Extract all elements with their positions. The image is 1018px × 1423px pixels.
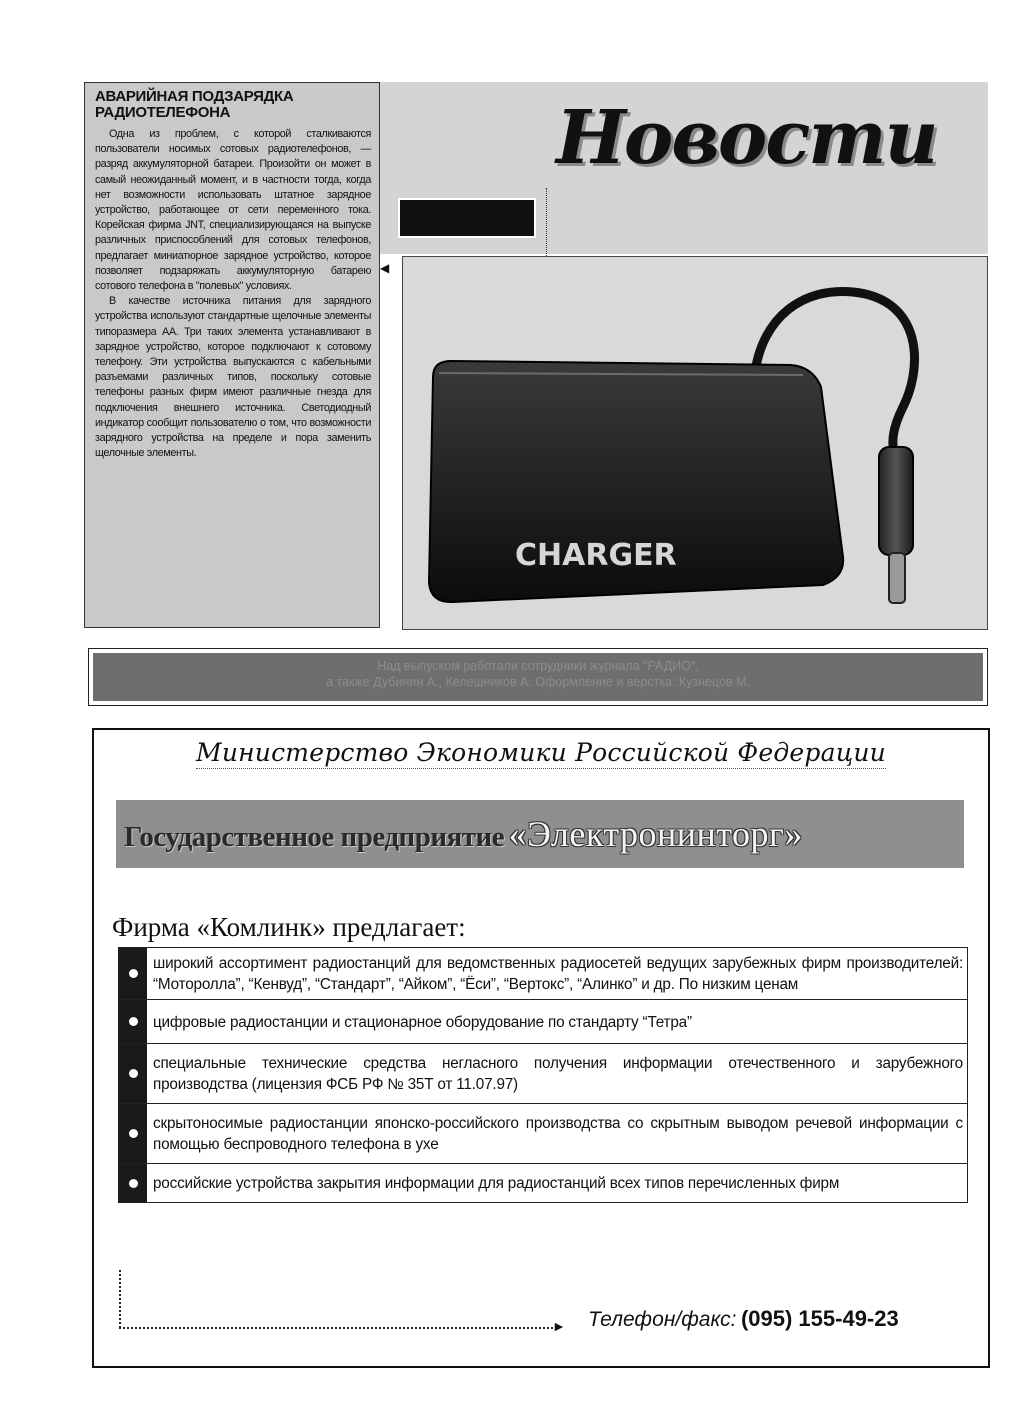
dotted-connector xyxy=(119,1327,553,1329)
list-item xyxy=(118,1164,968,1203)
list-item xyxy=(118,1104,968,1164)
ministry-text: Министерство Экономики Российской Федерации xyxy=(196,738,886,767)
firm-offer-title: Фирма «Комлинк» предлагает: xyxy=(112,912,466,942)
contact-info xyxy=(588,1306,899,1332)
bullet-icon xyxy=(119,1000,147,1043)
credits-inner xyxy=(93,653,983,701)
arrow-right-icon: ► xyxy=(552,1318,566,1334)
bullet-icon xyxy=(119,1104,147,1163)
news-article xyxy=(84,82,380,628)
enterprise-name: «Электронинторг» xyxy=(508,814,803,854)
list-item xyxy=(118,1000,968,1044)
contact-phone: (095) 155-49-23 xyxy=(740,1306,899,1331)
charger-photo xyxy=(402,256,988,630)
news-block xyxy=(84,82,988,630)
advertisement xyxy=(92,728,990,1368)
article-body xyxy=(95,127,371,461)
credits-line: а также Дубинин А., Келешников А. Оформление и верстка: Кузнецов М. xyxy=(325,675,751,689)
article-paragraph: В качестве источника питания для зарядного устройства используют стандартные щелочные элементы типоразмера АА. Три таких элемента устанавливают в зарядное устройство, которое подключают к сотовому телефону. Эти устройства выпускаются с кабельными разъемами различных типов, поскольку сотовые телефоны разных фирм имеют различные гнезда для подключения внешнего источника. Светодиодный индикатор сообщит пользователю о том, что возможности зарядного устройства на пределе и пора заменить щелочные элементы. xyxy=(95,295,371,460)
bullet-icon xyxy=(119,948,147,999)
arrow-left-icon: ◀ xyxy=(380,261,390,275)
article-paragraph: Одна из проблем, с которой сталкиваются пользователи носимых сотовых радиотелефонов, — разряд аккумуляторной батареи. Произойти он может в самый неожиданный момент, и в частности тогда, когда нет возможности использовать штатное зарядное устройство, работающее от сети переменного тока. Корейская фирма JNT, специализирующаяся на выпуске различных приспособлений для сотовых телефонов, предлагает миниатюрное зарядное устройство, которое позволяет подзаряжать аккумуляторную батарею сотового телефона в "полевых" условиях. xyxy=(95,128,371,293)
enterprise-prefix: Государственное предприятие xyxy=(124,821,505,853)
news-heading: Новости xyxy=(556,95,937,181)
ministry-title xyxy=(94,738,988,767)
enterprise-banner xyxy=(116,800,964,868)
list-item-text: широкий ассортимент радиостанций для ведомственных радиосетей ведущих зарубежных фирм производителей: “Моторолла”, “Кенвуд”, “Стандарт”, “Айком”, “Ёси”, “Вертокс”, “Алинко” и др. По низким ценам xyxy=(153,955,963,993)
bullet-icon xyxy=(119,1164,147,1202)
list-item xyxy=(118,1044,968,1104)
charger-label: CHARGER xyxy=(515,538,677,573)
list-item-text: российские устройства закрытия информации для радиостанций всех типов перечисленных фирм xyxy=(153,1175,840,1192)
bullet-icon xyxy=(119,1044,147,1103)
list-item xyxy=(118,947,968,1000)
offer-list xyxy=(118,947,968,1203)
contact-label: Телефон/факс: xyxy=(588,1308,737,1331)
list-item-text: специальные технические средства негласного получения информации отечественного и зарубежного производства (лицензия ФСБ РФ № 35Т от 11.07.97) xyxy=(153,1055,963,1093)
black-bar xyxy=(400,200,534,236)
list-item-text: цифровые радиостанции и стационарное оборудование по стандарту “Тетра” xyxy=(153,1014,692,1031)
list-item-text: скрытоносимые радиостанции японско-российского производства со скрытным выводом речевой информации с помощью беспроводного телефона в ухе xyxy=(153,1115,963,1153)
article-title: АВАРИЙНАЯ ПОДЗАРЯДКА РАДИОТЕЛЕФОНА xyxy=(95,88,294,121)
credits-line: Над выпуском работали сотрудники журнала "РАДИО", xyxy=(377,659,699,673)
charger-illustration xyxy=(403,257,987,629)
credits-bar xyxy=(88,648,988,706)
dotted-connector xyxy=(119,1270,121,1328)
